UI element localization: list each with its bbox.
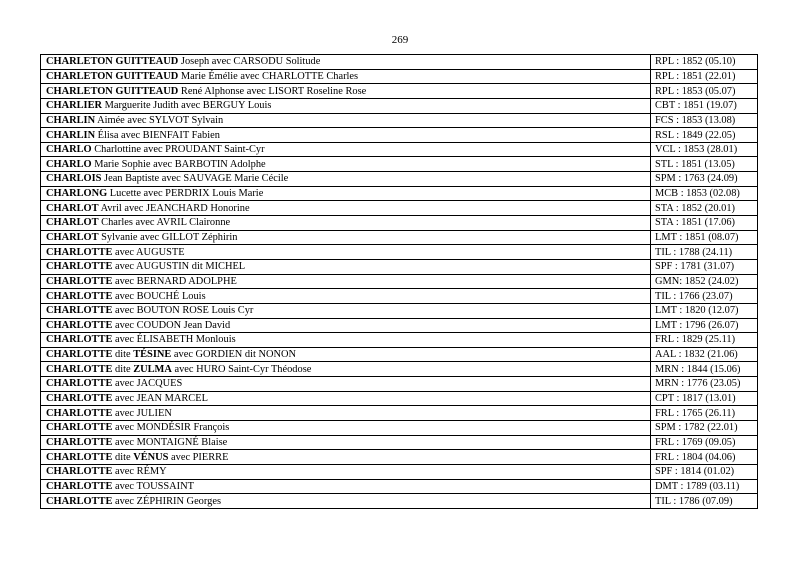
surname-text: CHARLIN	[46, 114, 96, 126]
names-text: avec JACQUES	[112, 378, 183, 390]
table-row	[41, 230, 758, 245]
surname-text: CHARLETON GUITTEAUD	[46, 85, 179, 97]
names-text: Lucette avec PERDRIX Louis Marie	[107, 188, 264, 200]
table-row	[41, 362, 758, 377]
table-row	[41, 377, 758, 392]
record-reference-cell: SPM : 1782 (22.01)	[651, 421, 758, 436]
surname-text: CHARLOTTE	[46, 334, 113, 346]
names-cell	[41, 333, 651, 348]
names-text: Aimée avec SYLVOT Sylvain	[95, 114, 224, 126]
record-reference-cell: RPL : 1853 (05.07)	[651, 84, 758, 99]
table-row	[41, 303, 758, 318]
names-text: dite	[112, 363, 134, 375]
names-text: avec RÉMY	[112, 466, 167, 478]
surname-text: CHARLOTTE	[46, 422, 113, 434]
table-row	[41, 479, 758, 494]
table-row	[41, 289, 758, 304]
table-row	[41, 347, 758, 362]
surname-text: CHARLETON GUITTEAUD	[46, 70, 179, 82]
record-reference-cell: SPF : 1814 (01.02)	[651, 464, 758, 479]
names-text: avec ZÉPHIRIN Georges	[112, 495, 221, 507]
surname-text: CHARLOTTE	[46, 290, 113, 302]
surname-text: CHARLO	[46, 158, 92, 170]
surname-text: CHARLOTTE	[46, 451, 113, 463]
table-row	[41, 128, 758, 143]
record-reference-cell: MRN : 1776 (23.05)	[651, 377, 758, 392]
names-cell	[41, 259, 651, 274]
surname-text: CHARLOTTE	[46, 319, 113, 331]
surname-text: TÉSINE	[133, 349, 172, 361]
names-text: avec TOUSSAINT	[112, 480, 194, 492]
names-text: Sylvanie avec GILLOT Zéphirin	[98, 232, 238, 243]
record-reference-cell: LMT : 1851 (08.07)	[651, 230, 758, 245]
record-reference-cell: SPM : 1763 (24.09)	[651, 172, 758, 187]
record-reference-cell: CBT : 1851 (19.07)	[651, 98, 758, 113]
names-text: avec AUGUSTE	[112, 246, 185, 258]
record-reference-cell: TIL : 1786 (07.09)	[651, 494, 758, 509]
names-cell	[41, 201, 651, 216]
names-cell	[41, 303, 651, 318]
names-text: Avril avec JEANCHARD Honorine	[98, 202, 250, 214]
record-reference-cell: FRL : 1765 (26.11)	[651, 406, 758, 421]
names-cell	[41, 245, 651, 260]
names-cell	[41, 98, 651, 113]
names-text: avec AUGUSTIN dit MICHEL	[112, 261, 246, 273]
record-reference-cell: LMT : 1796 (26.07)	[651, 318, 758, 333]
names-cell	[41, 318, 651, 333]
record-reference-cell: TIL : 1788 (24.11)	[651, 245, 758, 260]
surname-text: CHARLOTTE	[46, 495, 113, 507]
names-text: Marie Émélie avec CHARLOTTE Charles	[178, 70, 359, 82]
table-row	[41, 172, 758, 187]
table-row	[41, 494, 758, 509]
record-reference-cell: TIL : 1766 (23.07)	[651, 289, 758, 304]
table-row	[41, 318, 758, 333]
surname-text: CHARLO	[46, 144, 92, 156]
record-reference-cell: LMT : 1820 (12.07)	[651, 303, 758, 318]
surname-text: CHARLOTTE	[46, 246, 113, 258]
record-reference-cell: AAL : 1832 (21.06)	[651, 347, 758, 362]
names-cell	[41, 406, 651, 421]
names-cell	[41, 230, 651, 245]
record-reference-cell: GMN: 1852 (24.02)	[651, 274, 758, 289]
names-text: avec COUDON Jean David	[112, 319, 231, 331]
names-cell	[41, 186, 651, 201]
table-row	[41, 259, 758, 274]
surname-text: ZULMA	[133, 363, 172, 375]
surname-text: CHARLOT	[46, 217, 99, 229]
names-text: avec JULIEN	[112, 407, 172, 419]
names-cell	[41, 289, 651, 304]
record-reference-cell: CPT : 1817 (13.01)	[651, 391, 758, 406]
table-row	[41, 98, 758, 113]
names-text: Joseph avec CARSODU Solitude	[178, 56, 321, 68]
surname-text: CHARLIER	[46, 100, 103, 112]
surname-text: CHARLOTTE	[46, 261, 113, 273]
table-row	[41, 157, 758, 172]
table-row	[41, 186, 758, 201]
names-cell	[41, 391, 651, 406]
names-text: Élisa avec BIENFAIT Fabien	[95, 129, 220, 141]
record-reference-cell: FCS : 1853 (13.08)	[651, 113, 758, 128]
names-text: Charlottine avec PROUDANT Saint-Cyr	[91, 144, 265, 156]
table-row	[41, 201, 758, 216]
names-cell	[41, 142, 651, 157]
names-cell	[41, 494, 651, 509]
names-cell	[41, 421, 651, 436]
names-cell	[41, 55, 651, 70]
surname-text: VÉNUS	[133, 451, 169, 463]
surname-text: CHARLOTTE	[46, 436, 113, 448]
record-reference-cell: FRL : 1829 (25.11)	[651, 333, 758, 348]
surname-text: CHARLETON GUITTEAUD	[46, 56, 179, 68]
surname-text: CHARLOIS	[46, 173, 102, 185]
table-row	[41, 435, 758, 450]
register-body	[41, 55, 758, 509]
names-cell	[41, 479, 651, 494]
table-row	[41, 55, 758, 70]
table-row	[41, 333, 758, 348]
names-text: avec JEAN MARCEL	[112, 393, 208, 405]
record-reference-cell: MCB : 1853 (02.08)	[651, 186, 758, 201]
names-cell	[41, 216, 651, 231]
names-cell	[41, 435, 651, 450]
table-row	[41, 421, 758, 436]
table-row	[41, 84, 758, 99]
surname-text: CHARLOT	[46, 232, 99, 243]
names-text: avec MONTAIGNÉ Blaise	[112, 436, 228, 448]
record-reference-cell: RPL : 1851 (22.01)	[651, 69, 758, 84]
page-number: 269	[391, 34, 409, 46]
names-text: avec HURO Saint-Cyr Théodose	[171, 363, 312, 375]
surname-text: CHARLOT	[46, 202, 99, 214]
names-text: René Alphonse avec LISORT Roseline Rose	[178, 85, 367, 97]
surname-text: CHARLOTTE	[46, 363, 113, 375]
record-reference-cell: VCL : 1853 (28.01)	[651, 142, 758, 157]
names-cell	[41, 362, 651, 377]
names-text: Jean Baptiste avec SAUVAGE Marie Cécile	[101, 173, 289, 185]
names-cell	[41, 69, 651, 84]
names-text: avec BOUCHÉ Louis	[112, 290, 206, 302]
names-text: avec BERNARD ADOLPHE	[112, 275, 237, 287]
table-row	[41, 464, 758, 479]
record-reference-cell: DMT : 1789 (03.11)	[651, 479, 758, 494]
surname-text: CHARLONG	[46, 188, 108, 200]
names-cell	[41, 450, 651, 465]
surname-text: CHARLOTTE	[46, 378, 113, 390]
table-row	[41, 69, 758, 84]
surname-text: CHARLOTTE	[46, 349, 113, 361]
table-row	[41, 450, 758, 465]
record-reference-cell: FRL : 1769 (09.05)	[651, 435, 758, 450]
record-reference-cell: STL : 1851 (13.05)	[651, 157, 758, 172]
record-reference-cell: RSL : 1849 (22.05)	[651, 128, 758, 143]
names-cell	[41, 464, 651, 479]
names-cell	[41, 157, 651, 172]
record-reference-cell: RPL : 1852 (05.10)	[651, 55, 758, 70]
names-cell	[41, 113, 651, 128]
names-text: avec PIERRE	[168, 451, 229, 463]
table-row	[41, 274, 758, 289]
names-text: dite	[112, 349, 134, 361]
names-cell	[41, 128, 651, 143]
surname-text: CHARLOTTE	[46, 393, 113, 405]
record-reference-cell: MRN : 1844 (15.06)	[651, 362, 758, 377]
names-cell	[41, 377, 651, 392]
table-row	[41, 406, 758, 421]
names-text: avec ÉLISABETH Monlouis	[112, 334, 236, 346]
names-cell	[41, 172, 651, 187]
surname-text: CHARLOTTE	[46, 275, 113, 287]
names-text: Charles avec AVRIL Claironne	[98, 217, 231, 229]
names-cell	[41, 347, 651, 362]
record-reference-cell: FRL : 1804 (04.06)	[651, 450, 758, 465]
names-text: dite	[112, 451, 134, 463]
table-row	[41, 245, 758, 260]
surname-text: CHARLOTTE	[46, 407, 113, 419]
surname-text: CHARLOTTE	[46, 305, 113, 317]
table-row	[41, 216, 758, 231]
names-text: avec MONDÉSIR François	[112, 422, 230, 434]
surname-text: CHARLIN	[46, 129, 96, 141]
table-row	[41, 391, 758, 406]
names-text: avec BOUTON ROSE Louis Cyr	[112, 305, 254, 317]
record-reference-cell: STA : 1852 (20.01)	[651, 201, 758, 216]
names-text: Marguerite Judith avec BERGUY Louis	[102, 100, 272, 112]
record-reference-cell: STA : 1851 (17.06)	[651, 216, 758, 231]
surname-text: CHARLOTTE	[46, 480, 113, 492]
names-cell	[41, 274, 651, 289]
marriage-register-table	[40, 54, 758, 509]
table-row	[41, 113, 758, 128]
surname-text: CHARLOTTE	[46, 466, 113, 478]
record-reference-cell: SPF : 1781 (31.07)	[651, 259, 758, 274]
names-text: Marie Sophie avec BARBOTIN Adolphe	[91, 158, 266, 170]
names-cell	[41, 84, 651, 99]
table-row	[41, 142, 758, 157]
names-text: avec GORDIEN dit NONON	[171, 349, 296, 361]
